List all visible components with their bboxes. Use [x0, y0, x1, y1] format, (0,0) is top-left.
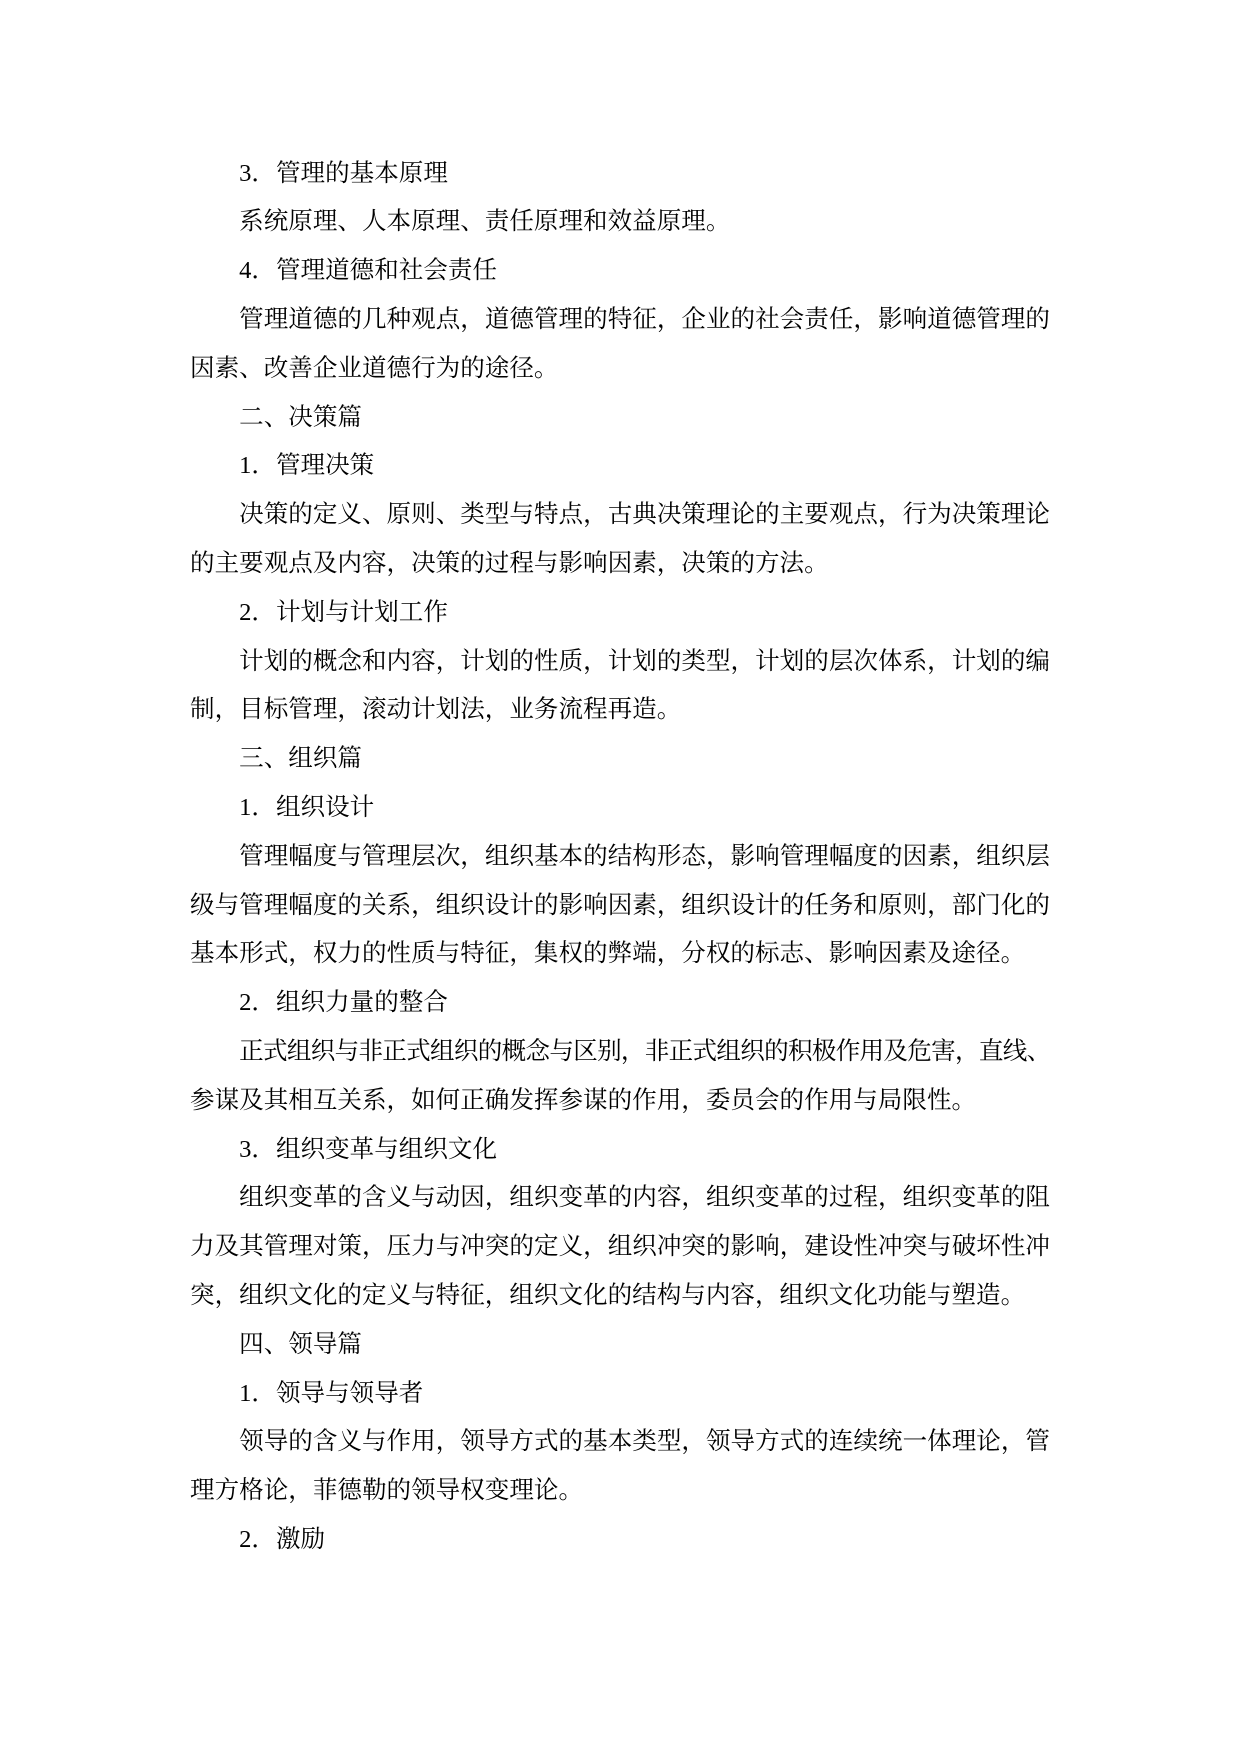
paragraph-line: 制，目标管理，滚动计划法，业务流程再造。: [190, 696, 682, 724]
subheading-motivation: [190, 1516, 1050, 1565]
paragraph-line: 决策的定义、原则、类型与特点，古典决策理论的主要观点，行为决策理论: [239, 501, 1050, 529]
paragraph-organization-integration: [190, 1028, 1050, 1126]
paragraph-line: 因素、改善企业道德行为的途径。: [190, 354, 559, 382]
subheading-text: 1．组织设计: [239, 793, 375, 821]
paragraph-line: 管理道德的几种观点，道德管理的特征，企业的社会责任，影响道德管理的: [239, 305, 1050, 333]
paragraph-line: 正式组织与非正式组织的概念与区别，非正式组织的积极作用及危害，直线、: [239, 1037, 1051, 1065]
paragraph-basic-principles: [190, 198, 1050, 247]
subheading-organization-design: [190, 784, 1050, 833]
paragraph-line: 计划的概念和内容，计划的性质，计划的类型，计划的层次体系，计划的编: [239, 647, 1050, 675]
paragraph-line: 系统原理、人本原理、责任原理和效益原理。: [239, 208, 731, 236]
paragraph-line: 基本形式，权力的性质与特征，集权的弊端，分权的标志、影响因素及途径。: [190, 940, 1026, 968]
document-body: [190, 150, 1050, 1565]
section-heading-organization: [190, 735, 1050, 784]
subheading-change-culture: [190, 1126, 1050, 1175]
subheading-leaders: [190, 1370, 1050, 1419]
paragraph-line: 级与管理幅度的关系，组织设计的影响因素，组织设计的任务和原则，部门化的: [190, 891, 1050, 919]
paragraph-line: 突，组织文化的定义与特征，组织文化的结构与内容，组织文化功能与塑造。: [190, 1281, 1026, 1309]
paragraph-change-culture: [190, 1174, 1050, 1320]
paragraph-line: 领导的含义与作用，领导方式的基本类型，领导方式的连续统一体理论，管: [239, 1428, 1050, 1456]
subheading-planning: [190, 589, 1050, 638]
subheading-ethics-responsibility: [190, 247, 1050, 296]
subheading-text: 2．组织力量的整合: [239, 989, 448, 1017]
subheading-management-decision: [190, 442, 1050, 491]
paragraph-organization-design: [190, 833, 1050, 979]
subheading-text: 1．领导与领导者: [239, 1379, 424, 1407]
paragraph-line: 的主要观点及内容，决策的过程与影响因素，决策的方法。: [190, 549, 829, 577]
subheading-text: 2．计划与计划工作: [239, 598, 448, 626]
paragraph-line: 管理幅度与管理层次，组织基本的结构形态，影响管理幅度的因素，组织层: [239, 842, 1050, 870]
paragraph-ethics-responsibility: [190, 296, 1050, 394]
section-heading-text: 三、组织篇: [239, 745, 362, 773]
paragraph-planning: [190, 638, 1050, 736]
subheading-text: 1．管理决策: [239, 452, 375, 480]
subheading-text: 2．激励: [239, 1525, 326, 1553]
paragraph-line: 组织变革的含义与动因，组织变革的内容，组织变革的过程，组织变革的阻: [239, 1184, 1050, 1212]
paragraph-leaders: [190, 1418, 1050, 1516]
paragraph-management-decision: [190, 491, 1050, 589]
section-heading-leadership: [190, 1321, 1050, 1370]
section-heading-text: 四、领导篇: [239, 1330, 362, 1358]
subheading-basic-principles: [190, 150, 1050, 199]
paragraph-line: 参谋及其相互关系，如何正确发挥参谋的作用，委员会的作用与局限性。: [190, 1086, 977, 1114]
subheading-text: 4．管理道德和社会责任: [239, 257, 498, 285]
subheading-text: 3．管理的基本原理: [239, 159, 448, 187]
paragraph-line: 力及其管理对策，压力与冲突的定义，组织冲突的影响，建设性冲突与破坏性冲: [190, 1233, 1050, 1261]
section-heading-decision: [190, 394, 1050, 443]
subheading-organization-integration: [190, 979, 1050, 1028]
paragraph-line: 理方格论，菲德勒的领导权变理论。: [190, 1477, 584, 1505]
subheading-text: 3．组织变革与组织文化: [239, 1135, 498, 1163]
section-heading-text: 二、决策篇: [239, 403, 362, 431]
